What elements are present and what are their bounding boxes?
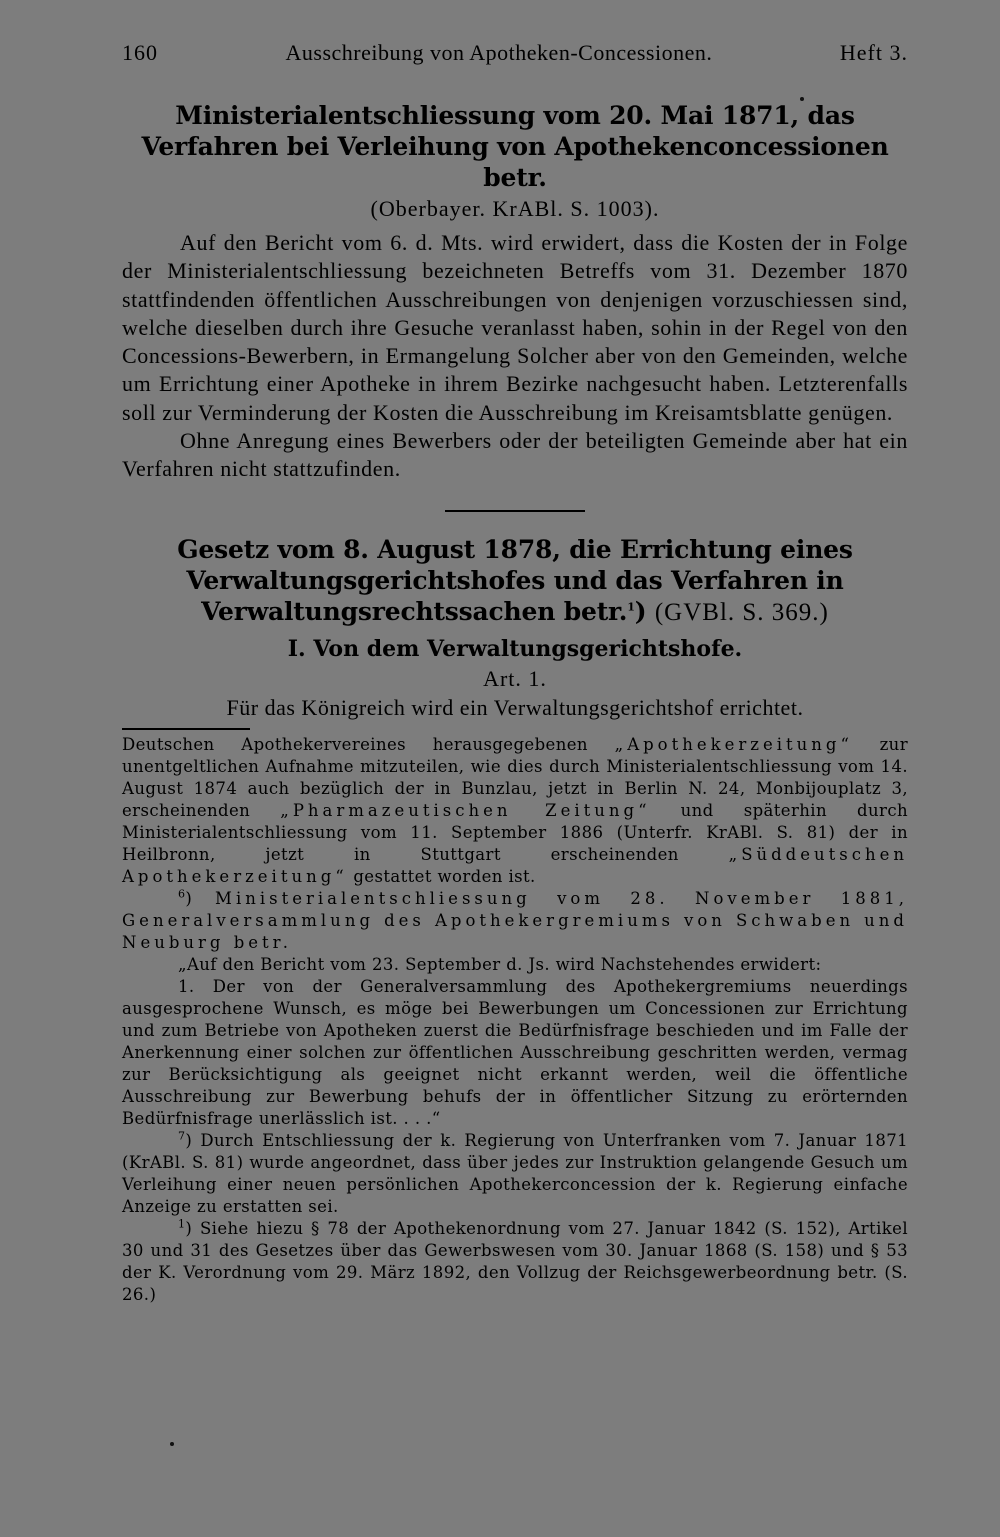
- footnote-mark: 6: [178, 887, 186, 901]
- section2-heading: Gesetz vom 8. August 1878, die Errichtung eines Verwaltungsgerichtshofes und das Verfahren in Verwaltungsrechtssachen betr.$^1$) (GVBl. S. 369.): [177, 534, 853, 626]
- section1-source: (Oberbayer. KrABl. S. 1003).: [370, 196, 660, 221]
- footnote-6-para1: „Auf den Bericht vom 23. September d. Js. wird Nachstehendes erwidert:: [178, 954, 822, 974]
- running-title: Ausschreibung von Apotheken-Concessionen.: [285, 40, 713, 65]
- footnote-mark: 1: [178, 1217, 186, 1231]
- footnote-6-title: Ministerialentschliessung vom 28. November 1881, Generalversammlung des Apothekergremiums von Schwaben und Neuburg betr.: [122, 888, 908, 952]
- footnote-7: $^7$) Durch Entschliessung der k. Regierung von Unterfranken vom 7. Januar 1871 (KrABl. S. 81) wurde angeordnet, dass über jedes zur Instruktion gelangende Gesuch um Verleihung einer neuen persönlichen Apothekerconcession der k. Regierung einfache Anzeige zu erstatten sei.: [122, 1129, 909, 1216]
- running-header: [122, 40, 908, 66]
- section1-paragraph: Ohne Anregung eines Bewerbers oder der beteiligten Gemeinde aber hat ein Verfahren nicht stattzufinden.: [122, 428, 908, 482]
- fn-title-spaced: „Pharmazeutischen Zeitung“: [280, 800, 651, 820]
- footnote-6-para2: 1. Der von der Generalversammlung des Apothekergremiums neuerdings ausgesprochene Wunsch, es möge bei Bewerbungen um Concessionen zur Errichtung und zum Betriebe von Apotheken zuerst die Bedürfnisfrage beschieden und im Falle der Anerkennung einer solchen zur öffentlichen Ausschreibung geschritten werden, vermag zur Berücksichtigung als geeignet nicht erkannt werden, weil die öffentliche Ausschreibung zur Bewerbung behufs der in öffentlicher Sitzung zu erörternden Bedürfnisfrage unerlässlich ist. . . .“: [122, 976, 908, 1128]
- footnote-mark: 7: [178, 1129, 186, 1143]
- section2-source: (GVBl. S. 369.): [654, 598, 829, 626]
- article-number: Art. 1.: [483, 665, 547, 691]
- print-speck: [800, 97, 804, 101]
- fn-title-spaced: „Süddeutschen Apothekerzeitung“: [122, 844, 908, 886]
- article-text: Für das Königreich wird ein Verwaltungsgerichtshof errichtet.: [226, 694, 804, 720]
- issue-number: Heft 3.: [839, 40, 908, 65]
- print-speck: [170, 1442, 174, 1446]
- footnote-continued: [122, 734, 908, 888]
- section2-heading-text: Gesetz vom 8. August 1878, die Errichtung eines Verwaltungsgerichtshofes und das Verfahren in Verwaltungsrechtssachen betr.: [177, 534, 853, 626]
- footnote-7-text: Durch Entschliessung der k. Regierung von Unterfranken vom 7. Januar 1871 (KrABl. S. 81) wurde angeordnet, dass über jedes zur Instruktion gelangende Gesuch um Verleihung einer neuen persönlichen Apothekerconcession der k. Regierung einfache Anzeige zu erstatten sei.: [122, 1130, 909, 1216]
- fn-text: und späterhin durch Ministerialentschliessung vom 11. September 1886 (Unterfr. KrABl. S. 81) der in Heilbronn, jetzt in Stuttgart erscheinenden: [122, 800, 908, 864]
- fn-title-spaced: „Apothekerzeitung“: [614, 734, 853, 754]
- footnote-ref[interactable]: 1: [627, 600, 635, 614]
- footnote-divider: [122, 728, 250, 730]
- page: [122, 40, 908, 1306]
- section1-heading: Ministerialentschliessung vom 20. Mai 1871, das Verfahren bei Verleihung von Apothekenconcessionen betr.: [141, 101, 889, 192]
- footnote-1: $^1$) Siehe hiezu § 78 der Apothekenordnung vom 27. Januar 1842 (S. 152), Artikel 30 und 31 des Gesetzes über das Gewerbswesen vom 30. Januar 1868 (S. 158) und § 53 der K. Verordnung vom 29. März 1892, den Vollzug der Reichsgewerbeordnung betr. (S. 26.): [122, 1217, 909, 1304]
- fn-text: Deutschen Apothekervereines herausgegebenen: [122, 734, 615, 754]
- section-divider: [445, 510, 585, 512]
- page-number: 160: [122, 40, 158, 65]
- section1-paragraph: Auf den Bericht vom 6. d. Mts. wird erwidert, dass die Kosten der in Folge der Ministerialentschliessung bezeichneten Betreffs vom 31. Dezember 1870 stattfindenden öffentlichen Ausschreibungen von denjenigen vorzuschiessen sind, welche dieselben durch ihre Gesuche veranlasst haben, sohin in der Regel von den Concessions-Bewerbern, in Ermangelung Solcher aber von den Gemeinden, welche um Errichtung einer Apotheke in ihrem Bezirke nachgesucht haben. Letzterenfalls soll zur Verminderung der Kosten die Ausschreibung im Kreisamtsblatte genügen.: [122, 230, 908, 425]
- footnote-6: $^6$) Ministerialentschliessung vom 28. November 1881, Generalversammlung des Apothekergremiums von Schwaben und Neuburg betr.: [122, 887, 908, 952]
- footnote-1-text: Siehe hiezu § 78 der Apothekenordnung vom 27. Januar 1842 (S. 152), Artikel 30 und 31 des Gesetzes über das Gewerbswesen vom 30. Januar 1868 (S. 158) und § 53 der K. Verordnung vom 29. März 1892, den Vollzug der Reichsgewerbeordnung betr. (S. 26.): [122, 1218, 909, 1304]
- fn-text: gestattet worden ist.: [347, 866, 536, 886]
- section2-subheading: I. Von dem Verwaltungsgerichtshofe.: [287, 635, 743, 662]
- fn-text: zur unentgeltlichen Aufnahme mitzuteilen, wie dies durch Ministerialentschliessung vom 14. August 1874 auch bezüglich der in Bunzlau, jetzt in Berlin N. 24, Monbijouplatz 3, erscheinenden: [122, 734, 908, 820]
